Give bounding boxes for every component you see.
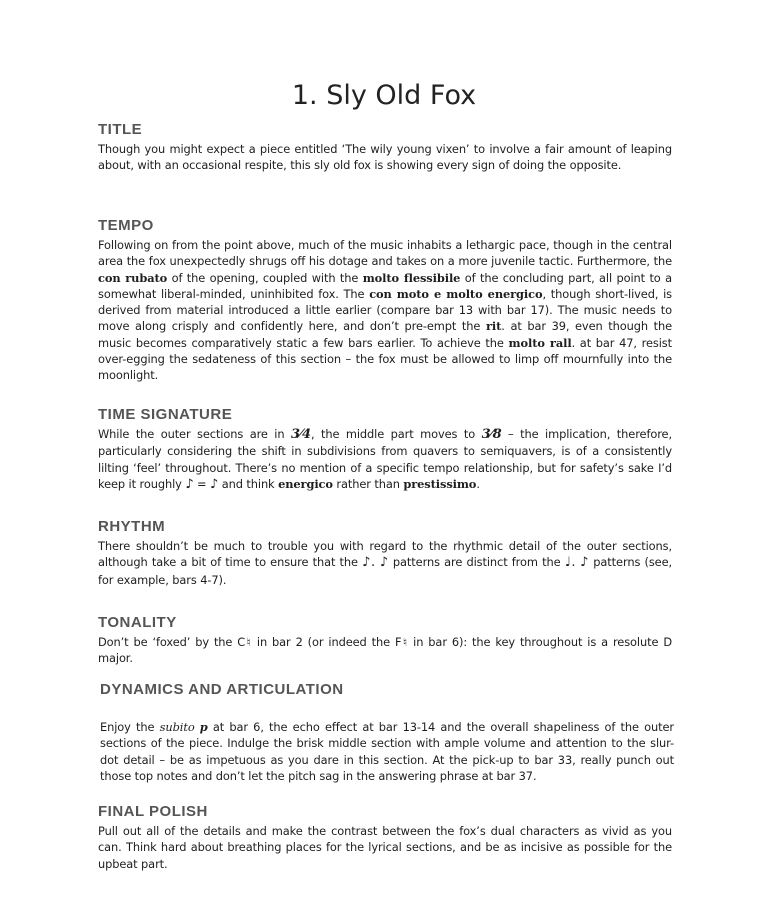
time-signature-3-8: 3⁄8 xyxy=(481,427,502,442)
section-heading: TITLE xyxy=(98,121,143,138)
time-signature-3-4: 3⁄4 xyxy=(290,427,311,442)
section-body xyxy=(98,426,672,493)
text-run: and think xyxy=(218,476,279,491)
dotted-quaver-note-icon: ♪. ♪ xyxy=(362,555,389,571)
text-run: . at bar 39, even though the music becomes comparatively static a few bars earlier. To achieve the xyxy=(98,319,673,350)
quaver-note-icon: ♪ xyxy=(210,476,219,492)
text-run: of the concluding part, all point to a somewhat liberal-minded, uninhibited fox. The xyxy=(98,270,672,301)
section-heading: DYNAMICS AND ARTICULATION xyxy=(100,681,344,698)
text-run: patterns are distinct from the xyxy=(388,555,565,570)
term-prestissimo: prestissimo xyxy=(403,476,477,491)
section-heading: TONALITY xyxy=(98,614,177,631)
section-final-polish xyxy=(98,803,672,872)
section-body xyxy=(100,719,674,784)
text-run: While the outer sections are in xyxy=(98,427,291,441)
section-body xyxy=(98,237,672,384)
section-body: Don’t be ‘foxed’ by the C♮ in bar 2 (or indeed the F♮ in bar 6): the key throughout is a resolute D major. xyxy=(98,635,672,666)
term-subito: subito xyxy=(159,720,195,734)
term-energico: energico xyxy=(278,476,333,491)
section-heading: TIME SIGNATURE xyxy=(98,406,233,423)
text-run: , the middle part moves to xyxy=(310,427,482,441)
term-molto-flessibile: molto flessibile xyxy=(362,270,461,285)
text-run: rather than xyxy=(332,476,404,491)
quaver-note-icon: ♪ xyxy=(185,476,194,492)
term-con-moto: con moto e molto energico xyxy=(369,286,543,301)
text-run: Enjoy the xyxy=(100,720,160,734)
section-dynamics xyxy=(100,681,674,784)
text-run: There shouldn’t be much to trouble you with regard to the rhythmic detail of the outer sections, although take a bit of time to ensure that the xyxy=(98,539,672,570)
dotted-crotchet-note-icon: ♩. ♪ xyxy=(564,555,590,571)
section-body: Pull out all of the details and make the contrast between the fox’s dual characters as vivid as you can. Think hard about breathing places for the lyrical sections, and be as incisive as possible for the upbeat part. xyxy=(98,824,672,871)
section-heading: RHYTHM xyxy=(98,518,166,535)
text-run: – the implication, therefore, particularly considering the shift in subdivisions from quavers to semiquavers, is of a consistently lilting ‘feel’ throughout. There’s no mention of a specific tempo relationship, but for safety’s sake I’d keep it roughly xyxy=(98,427,672,491)
section-body: Though you might expect a piece entitled ‘The wily young vixen’ to involve a fair amount of leaping about, with an occasional respite, this sly old fox is showing every sign of doing the opposite. xyxy=(98,142,672,173)
text-run: Following on from the point above, much of the music inhabits a lethargic pace, though in the central area the fox unexpectedly shrugs off his dotage and takes on a more juvenile tactic. Furthermore, the xyxy=(98,238,672,269)
section-tempo xyxy=(98,217,672,384)
section-body xyxy=(98,538,672,588)
section-heading: FINAL POLISH xyxy=(98,803,208,820)
text-run: of the opening, coupled with the xyxy=(167,270,363,285)
section-title xyxy=(98,121,672,174)
section-rhythm xyxy=(98,518,672,588)
text-run: = xyxy=(193,476,211,491)
term-rit: rit xyxy=(485,319,502,334)
text-run: . xyxy=(476,476,480,491)
page-title: 1. Sly Old Fox xyxy=(291,80,477,112)
term-molto-rall: molto rall xyxy=(508,335,572,350)
section-time-signature xyxy=(98,406,672,493)
text-run: . at bar 47, resist over-egging the sedateness of this section – the fox must be allowed to limp off mournfully into the moonlight. xyxy=(98,335,672,383)
dynamic-piano: p xyxy=(199,720,208,734)
section-heading: TEMPO xyxy=(98,217,154,234)
text-run: patterns (see, for example, bars 4-7). xyxy=(98,555,673,587)
text-run: at bar 6, the echo effect at bar 13-14 and the overall shapeliness of the outer sections of the piece. Indulge the brisk middle section with ample volume and attention to the slur-dot detail – be as impetuous as you dare in this section. At the pick-up to bar 33, really punch out those top notes and don’t let the pitch sag in the answering phrase at bar 37. xyxy=(100,720,674,783)
text-run: , though short-lived, is derived from material introduced a little earlier (compare bar 13 with bar 17). The music needs to move along crisply and confidently here, and don’t pre-empt the xyxy=(98,286,673,334)
term-con-rubato: con rubato xyxy=(98,270,168,285)
section-tonality xyxy=(98,614,672,667)
